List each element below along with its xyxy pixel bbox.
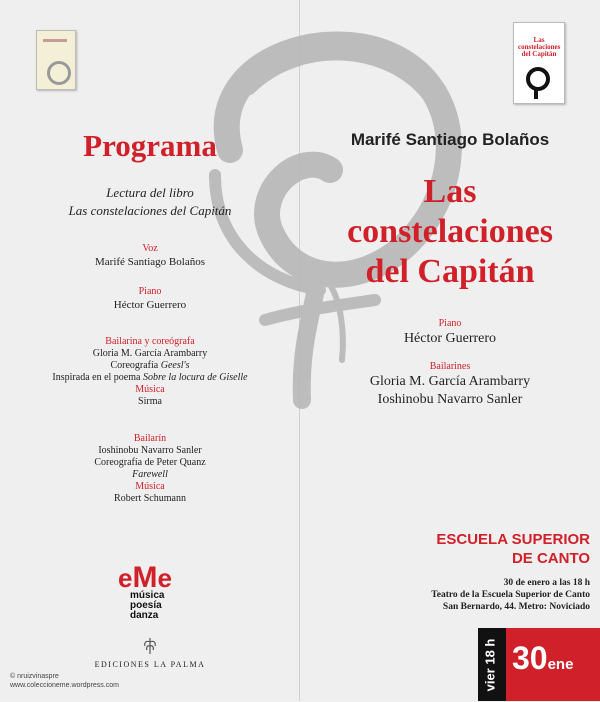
photo-credit: © nruizvinaspre: [10, 673, 59, 680]
piano-section-right: [300, 318, 600, 348]
event-address: San Bernardo, 44. Metro: Noviciado: [442, 602, 590, 612]
book-cover-thumbnail-left: [36, 30, 76, 90]
bailarin-1: Gloria M. García Arambarry: [369, 374, 531, 389]
title-line-1: Las: [423, 173, 477, 210]
date-block: [478, 628, 600, 701]
logo-m: M: [132, 561, 158, 594]
piano-name-right: Héctor Guerrero: [403, 331, 497, 346]
event-info: [360, 577, 590, 613]
logo-danza: danza: [130, 610, 159, 621]
logo-e: e: [118, 563, 133, 593]
event-theatre: Teatro de la Escuela Superior de Canto: [431, 590, 590, 600]
program-title: Programa: [83, 128, 217, 163]
event-date-time: 30 de enero a las 18 h: [503, 578, 590, 588]
date-main: [512, 640, 573, 683]
logo-musica: música: [130, 590, 165, 601]
voz-name: Marifé Santiago Bolaños: [95, 256, 205, 268]
show-title: [300, 172, 600, 292]
date-day: 30: [512, 640, 548, 676]
bailarin-label: Bailarín: [133, 433, 167, 444]
la-palma-icon: [142, 636, 158, 656]
voz-label: Voz: [142, 243, 158, 254]
bailarina-section: [0, 336, 300, 408]
credits: [10, 672, 119, 690]
bailarines-label: Bailarines: [429, 361, 471, 372]
logo-poesia: poesía: [130, 600, 162, 611]
coreografia-1: Coreografía Geesl's: [110, 360, 190, 371]
website-credit: www.coleccioneme.wordpress.com: [10, 682, 119, 689]
venue-line-1: ESCUELA SUPERIOR: [436, 531, 590, 548]
inspirada-line: Inspirada en el poema Sobre la locura de Giselle: [52, 372, 248, 383]
subtitle-line-1: Lectura del libro: [106, 185, 194, 200]
venue-line-2: DE CANTO: [511, 550, 590, 567]
musica-label-2: Música: [135, 481, 165, 492]
bailarin-name: Ioshinobu Navarro Sanler: [98, 445, 202, 456]
venue-name: [420, 530, 590, 568]
piano-label: Piano: [138, 286, 162, 297]
logo-e2: e: [157, 563, 172, 593]
coreografia-2: Coreografía de Peter Quanz: [94, 457, 206, 468]
farewell-title: Farewell: [132, 469, 168, 480]
piano-section-left: [0, 286, 300, 312]
subtitle-line-2: Las constelaciones del Capitán: [68, 203, 232, 218]
title-line-2: constelaciones: [347, 213, 553, 250]
title-line-3: del Capitán: [365, 253, 535, 290]
bailarin-section: [0, 433, 300, 505]
musica-name-1: Sirma: [138, 396, 162, 407]
piano-label-right: Piano: [438, 318, 462, 329]
date-month: ene: [547, 656, 574, 673]
bailarina-label: Bailarina y coreógrafa: [105, 336, 195, 347]
bailarina-name: Gloria M. García Arambarry: [92, 348, 208, 359]
bailarines-section: [300, 361, 600, 409]
reading-subtitle: [0, 184, 300, 220]
voz-section: [0, 243, 300, 269]
musica-name-2: Robert Schumann: [114, 493, 186, 504]
bailarin-2: Ioshinobu Navarro Sanler: [377, 392, 523, 407]
publisher-name: EDICIONES LA PALMA: [94, 660, 206, 669]
book-cover-thumbnail-right: Las constelaciones del Capitán: [513, 22, 565, 104]
date-weekday-time: vier 18 h: [482, 638, 498, 692]
musica-label-1: Música: [135, 384, 165, 395]
author-name: Marifé Santiago Bolaños: [350, 130, 550, 149]
piano-name: Héctor Guerrero: [113, 299, 187, 311]
eme-logo: [118, 561, 188, 625]
